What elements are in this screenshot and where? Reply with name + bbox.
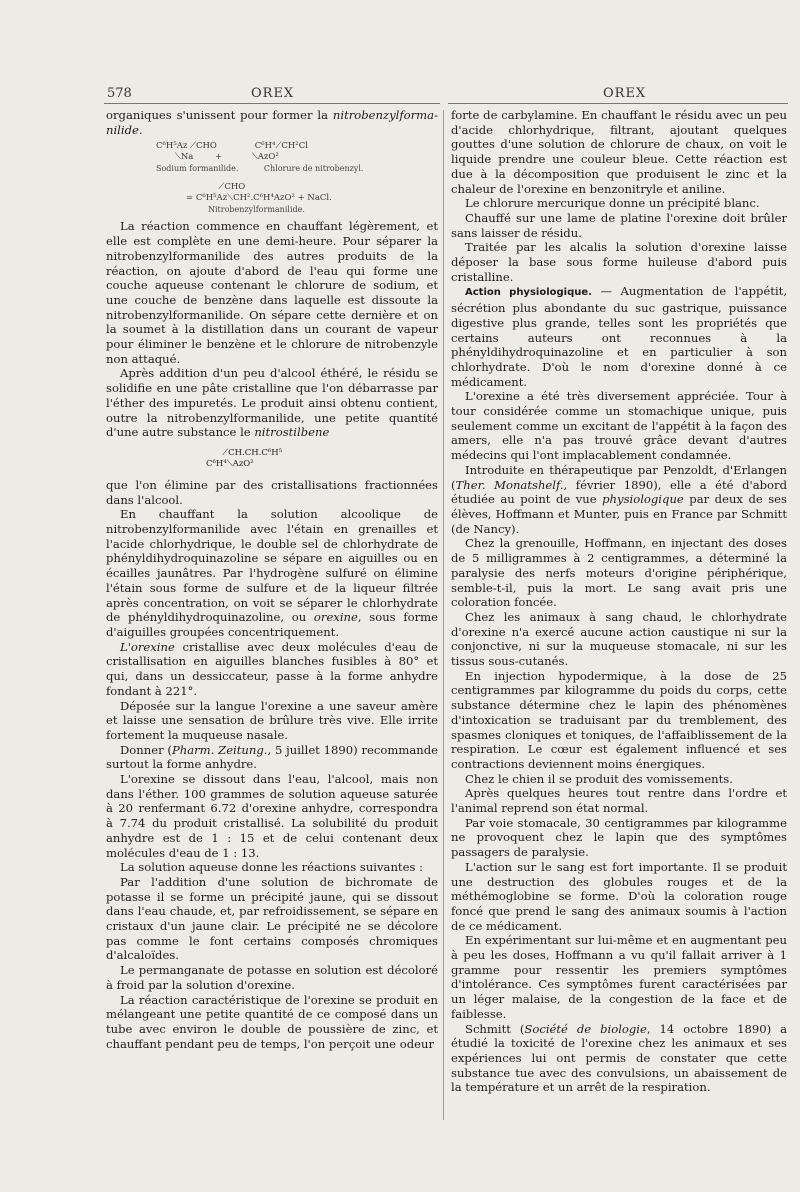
- paragraph: L'action sur le sang est fort importante. Il se produit une destruction des globules rouges et de la méthémoglobine se forme. D'où la coloration rouge foncé que prend le sang des animaux soumis à l'action de ce médicament.: [451, 859, 787, 933]
- paragraph: L'orexine a été très diversement appréciée. Tour à tour considérée comme un stomachique unique, puis seulement comme un excitant de l'appétit à la façon des amers, elle n'a pas trouvé grâce devant d'autres médecins qui l'ont implacablement condamnée.: [451, 389, 787, 463]
- paragraph: Chez la grenouille, Hoffmann, en injectant des doses de 5 milligrammes à 2 centigrammes, a déterminé la paralysie des nerfs moteurs d'origine périphérique, semble-t-il, puis la mort. Le sang avait pris une coloration foncée.: [451, 536, 787, 610]
- paragraph: Chez le chien il se produit des vomissements.: [465, 771, 733, 786]
- paragraph: La solution aqueuse donne les réactions suivantes :: [120, 860, 423, 875]
- paragraph: En chauffant la solution alcoolique de nitrobenzylformanilide avec l'étain en grenailles et l'acide chlorhydrique, le double sel de chlorhydrate de phényldihydroquinazoline se sépare en aiguilles ou en écailles jaunâtres. Par l'hydrogène sulfuré on élimine l'étain sous forme de sulfure et de la liqueur filtrée après concentration, on voit se séparer le chlorhydrate de phényldihydroquinazoline, ou orexine, sous forme d'aiguilles groupées concentriquement.: [106, 507, 439, 639]
- formula-reactants: C⁶H⁵Az ⟋CHO C⁶H⁴⟋CH²Cl ⟍Na + ⟍AzO² Sodium formanilide. Chlorure de nitrobenzyl.: [156, 141, 364, 174]
- paragraph: Par l'addition d'une solution de bichromate de potasse il se forme un précipité jaune, qui se dissout dans l'eau chaude, et, par refroidissement, se sépare en cristaux d'un jaune clair. Le précipité ne se décolore pas comme le font certains composés chromiques d'alcaloïdes.: [106, 874, 438, 963]
- header-rule-right: [448, 103, 788, 104]
- paragraph: Introduite en thérapeutique par Penzoldt, d'Erlangen (Ther. Monatshelf., février 1890), elle a été d'abord étudiée au point de vue physiologique par deux de ses élèves, Hoffmann et Munter, puis en France par Schmitt (de Nancy).: [451, 462, 787, 536]
- section-physiological-action: Action physiologique. — Augmentation de l'appétit, sécrétion plus abondante du suc gastrique, puissance digestive plus grande, telles sont les propriétés que certains auteurs ont reconnues à la phényldihydroquinazoline et en particulier à son chlorhydrate. D'où le nom d'orexine donné à ce médicament.: [451, 284, 787, 389]
- paragraph: forte de carbylamine. En chauffant le résidu avec un peu d'acide chlorhydrique, filtrant, ajoutant quelques gouttes d'une solution de chlorure de chaux, on voit le liquide prendre une couleur bleue. Cette réaction est due à la décomposition que produisent le zinc et la chaleur de l'orexine en benzonitryle et aniline.: [451, 108, 787, 196]
- paragraph: La réaction commence en chauffant légèrement, et elle est complète en une demi-heure. Pour séparer la nitrobenzylformanilide des autres produits de la réaction, on ajoute d'abord de l'eau qui forme une couche aqueuse contenant le chlorure de sodium, et une couche de benzène dans laquelle est dissoute la nitrobenzylformanilide. On sépare cette dernière et on la soumet à la distillation dans un courant de vapeur pour éliminer le benzène et le chlorure de nitrobenzyle non attaqué.: [106, 219, 438, 366]
- paragraph: En injection hypodermique, à la dose de 25 centigrammes par kilogramme du poids du corps, cette substance détermine chez le lapin des phénomènes d'intoxication se traduisant par du tremblement, des spasmes cloniques et toniques, de l'affaiblissement de la respiration. Le cœur est également influencé et ses contractions deviennent moins énergiques.: [451, 668, 787, 771]
- paragraph: Chez les animaux à sang chaud, le chlorhydrate d'orexine n'a exercé aucune action caustique ni sur la conjonctive, ni sur la muqueuse stomacale, ni sur les tissus sous-cutanés.: [451, 609, 787, 669]
- running-head-left: OREX: [251, 86, 295, 101]
- paragraph: que l'on élimine par des cristallisations fractionnées dans l'alcool.: [106, 477, 438, 507]
- paragraph: Le permanganate de potasse en solution est décoloré à froid par la solution d'orexine.: [106, 963, 438, 992]
- paragraph: Après addition d'un peu d'alcool éthéré, le résidu se solidifie en une pâte cristalline que l'on débarrasse par l'éther des impuretés. Le produit ainsi obtenu contient, outre la nitrobenzylformanilide, une petite quantité d'une autre substance le nitrostilbene: [106, 366, 438, 440]
- page-number: 578: [107, 86, 132, 101]
- formula-nitrostilbene: ⟋CH.CH.C⁶H⁵ C⁶H⁴⟍AzO²: [206, 447, 283, 469]
- header-rule-left: [104, 103, 440, 104]
- section-heading: Action physiologique.: [465, 287, 592, 299]
- paragraph: En expérimentant sur lui-même et en augmentant peu à peu les doses, Hoffmann a vu qu'il fallait arriver à 1 gramme pour ressentir les premiers symptômes d'intolérance. Ces symptômes furent caractérisées par un léger malaise, de la congestion de la face et de faiblesse.: [451, 933, 787, 1021]
- intro-paragraph: organiques s'unissent pour former la nitrobenzylforma-nilide.: [106, 108, 438, 137]
- formula-product: ⟋CHO = C⁶H⁵Az⟍CH².C⁶H⁴AzO² + NaCl. Nitrobenzylformanilide.: [186, 182, 332, 215]
- paragraph: Par voie stomacale, 30 centigrammes par kilogramme ne provoquent chez le lapin que des symptômes passagers de paralysie.: [451, 815, 787, 860]
- paragraph: Déposée sur la langue l'orexine a une saveur amère et laisse une sensation de brûlure très vive. Elle irrite fortement la muqueuse nasale.: [106, 698, 438, 742]
- paragraph: Donner (Pharm. Zeitung., 5 juillet 1890) recommande surtout la forme anhydre.: [106, 742, 438, 772]
- paragraph: Chauffé sur une lame de platine l'orexine doit brûler sans laisser de résidu.: [451, 210, 787, 240]
- column-separator: [443, 110, 444, 1120]
- paragraph: L'orexine se dissout dans l'eau, l'alcool, mais non dans l'éther. 100 grammes de solution aqueuse saturée à 20 renfermant 6.72 d'orexine anhydre, correspondra à 7.74 du produit cristallisé. La solubilité du produit anhydre est de 1 : 15 et de celui contenant deux molécules d'eau de 1 : 13.: [106, 772, 438, 860]
- paragraph: L'orexine cristallise avec deux molécules d'eau de cristallisation en aiguilles blanches fusibles à 80° et qui, dans un dessiccateur, passe à la forme anhydre fondant à 221°.: [106, 639, 438, 698]
- paragraph: La réaction caractéristique de l'orexine se produit en mélangeant une petite quantité de ce composé dans un tube avec environ le double de poussière de zinc, et chauffant pendant peu de temps, l'on perçoit une odeur: [106, 992, 438, 1051]
- running-head-right: OREX: [603, 86, 647, 101]
- right-column: [451, 108, 787, 1095]
- paragraph: Le chlorure mercurique donne un précipité blanc.: [465, 196, 760, 211]
- left-column: [106, 108, 438, 1051]
- paragraph: Traitée par les alcalis la solution d'orexine laisse déposer la base sous forme huileuse d'abord puis cristalline.: [451, 240, 787, 284]
- paragraph: Après quelques heures tout rentre dans l'ordre et l'animal reprend son état normal.: [451, 786, 787, 816]
- paragraph: Schmitt (Société de biologie, 14 octobre 1890) a étudié la toxicité de l'orexine chez les animaux et ses expériences lui ont permis de constater que cette substance tue avec des convulsions, un abaissement de la température et un arrêt de la respiration.: [451, 1021, 788, 1095]
